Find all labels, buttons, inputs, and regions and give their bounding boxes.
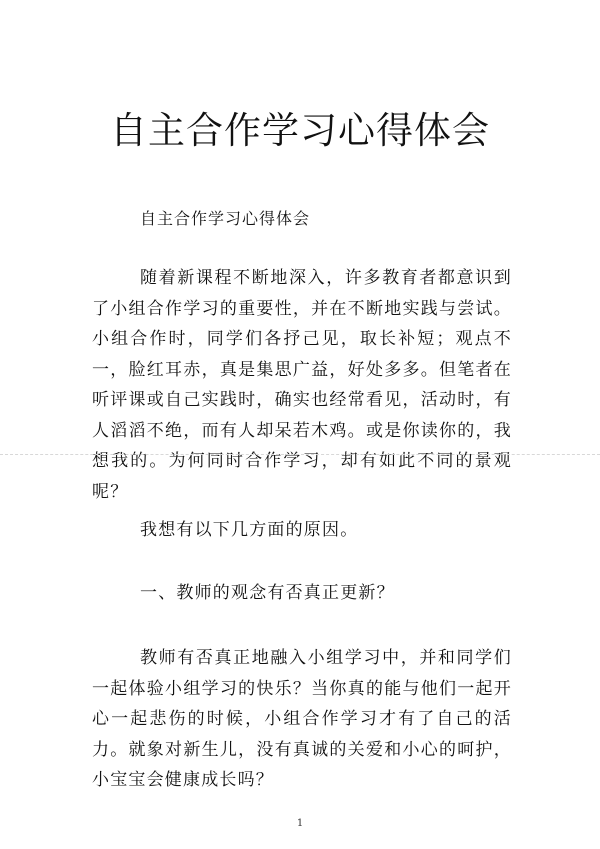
paragraph-reasons: 我想有以下几方面的原因。 bbox=[140, 520, 359, 540]
page-divider bbox=[0, 454, 600, 455]
section-heading-1: 一、教师的观念有否真正更新？ bbox=[140, 583, 395, 603]
paragraph-teacher: 教师有否真正地融入小组学习中，并和同学们一起体验小组学习的快乐？当你真的能与他们一起开心一起悲伤的时候，小组合作学习才有了自己的活力。就象对新生儿，没有真诚的关爱和小心的呵护，小宝宝会健康成长吗？ bbox=[92, 648, 512, 790]
document-title: 自主合作学习心得体会 bbox=[110, 109, 490, 152]
document-subtitle: 自主合作学习心得体会 bbox=[140, 209, 311, 228]
page-number: 1 bbox=[296, 818, 304, 829]
paragraph-intro: 随着新课程不断地深入，许多教育者都意识到了小组合作学习的重要性，并在不断地实践与尝试。小组合作时，同学们各抒己见，取长补短；观点不一，脸红耳赤，真是集思广益，好处多多。但笔者在听评课或自己实践时，确实也经常看见，活动时，有人滔滔不绝，而有人却呆若木鸡。或是你读你的，我想我的。为何同时合作学习，却有如此不同的景观呢？ bbox=[92, 268, 512, 502]
